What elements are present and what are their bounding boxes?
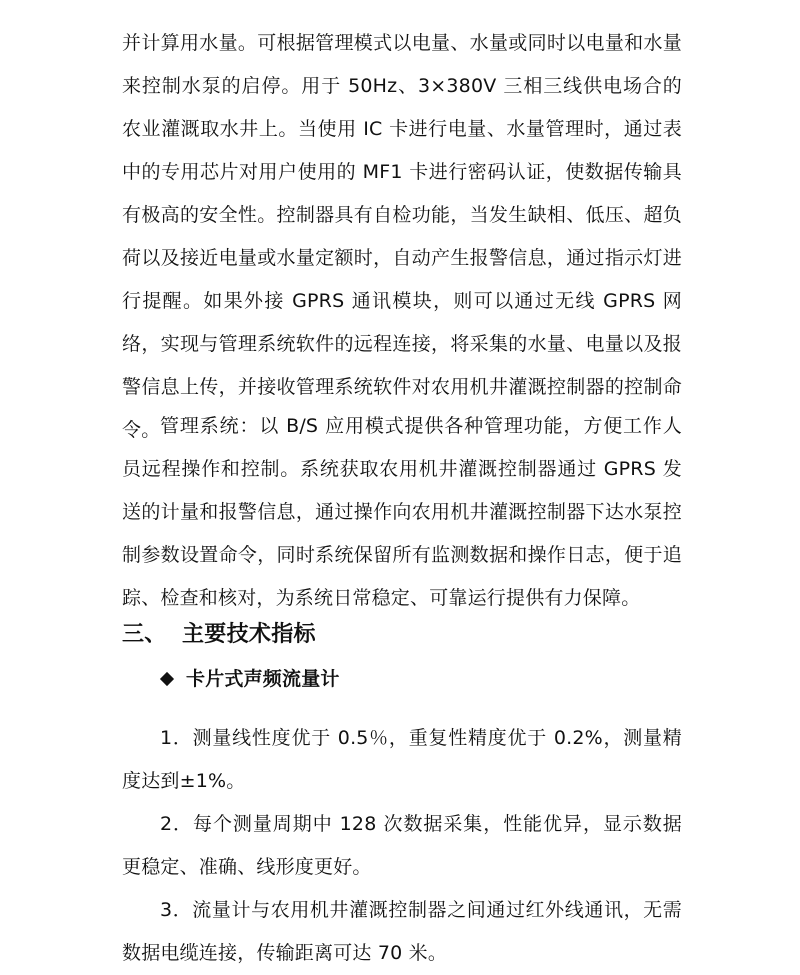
section-number: 三、 — [122, 622, 167, 647]
subsection-title: 卡片式声频流量计 — [186, 668, 340, 690]
subsection-heading — [160, 664, 340, 694]
paragraph-management-system: 管理系统：以 B/S 应用模式提供各种管理功能，方便工作人员远程操作和控制。系统获取农用机井灌溉控制器通过 GPRS 发送的计量和报警信息，通过操作向农用机井灌溉控制器下达水泵控制参数设置命令，同时系统保留所有监测数据和操作日志，便于追踪、检查和核对，为系统日常稳定、可靠运行提供有力保障。 — [122, 415, 682, 609]
list-item: 1．测量线性度优于 0.5％，重复性精度优于 0.2%，测量精度达到±1%。 — [122, 727, 682, 792]
paragraph-controller-description: 并计算用水量。可根据管理模式以电量、水量或同时以电量和水量来控制水泵的启停。用于 50Hz、3×380V 三相三线供电场合的农业灌溉取水井上。当使用 IC 卡进行电量、水量管理时，通过表中的专用芯片对用户使用的 MF1 卡进行密码认证，使数据传输具有极高的安全性。控制器具有自检功能，当发生缺相、低压、超负荷以及接近电量或水量定额时，自动产生报警信息，通过指示灯进行提醒。如果外接 GPRS 通讯模块，则可以通过无线 GPRS 网络，实现与管理系统软件的远程连接，将采集的水量、电量以及报警信息上传，并接收管理系统软件对农用机井灌溉控制器的控制命令。 — [122, 32, 682, 441]
section-heading — [122, 620, 316, 650]
diamond-bullet-icon — [160, 672, 174, 686]
section-title: 主要技术指标 — [182, 622, 316, 647]
list-item: 3．流量计与农用机井灌溉控制器之间通过红外线通讯，无需数据电缆连接，传输距离可达 70 米。 — [122, 899, 682, 964]
list-item: 2．每个测量周期中 128 次数据采集，性能优异，显示数据更稳定、准确、线形度更好。 — [122, 813, 682, 878]
